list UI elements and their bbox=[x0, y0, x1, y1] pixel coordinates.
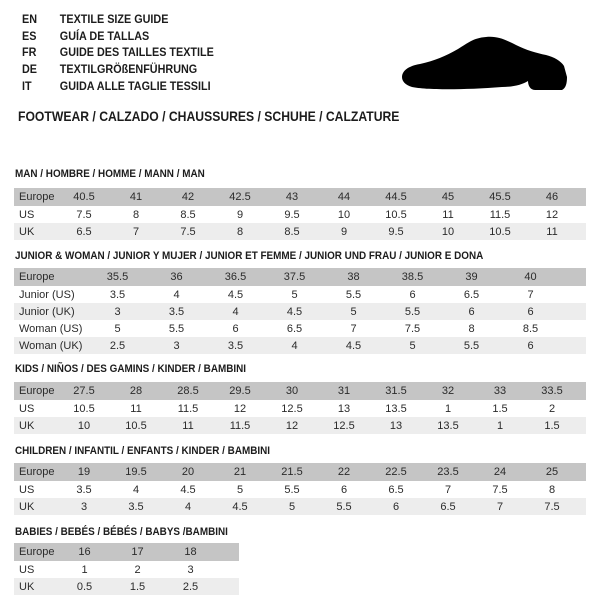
size-cell: 5 bbox=[266, 498, 318, 515]
language-item bbox=[22, 28, 214, 45]
size-cell: 32 bbox=[422, 382, 474, 400]
language-title: TEXTILGRÖßENFÜHRUNG bbox=[59, 62, 198, 77]
row-label: US bbox=[19, 208, 35, 221]
size-cell: 4.5 bbox=[265, 303, 324, 320]
size-cell: 6 bbox=[442, 303, 501, 320]
row-label: US bbox=[19, 563, 35, 576]
language-code: FR bbox=[22, 45, 37, 60]
size-cell: 46 bbox=[526, 188, 578, 206]
language-code: DE bbox=[22, 62, 38, 77]
size-table-junior-woman bbox=[14, 268, 586, 354]
spacer-cell bbox=[578, 498, 586, 515]
category-title: FOOTWEAR / CALZADO / CHAUSSURES / SCHUHE / CALZATURE bbox=[18, 108, 400, 124]
section-title-babies: BABIES / BEBÉS / BÉBÉS / BABYS /BAMBINI bbox=[15, 526, 228, 538]
row-label: UK bbox=[14, 223, 58, 240]
size-row bbox=[14, 286, 586, 303]
size-cell: 4.5 bbox=[180, 483, 196, 496]
size-cell: 13.5 bbox=[385, 402, 407, 415]
size-cell: 9 bbox=[318, 223, 370, 240]
size-cell: 2 bbox=[134, 563, 141, 576]
spacer-cell bbox=[560, 320, 586, 337]
row-label: UK bbox=[14, 578, 58, 595]
size-cell: 4.5 bbox=[214, 498, 266, 515]
size-cell: 8 bbox=[468, 322, 475, 335]
size-cell: 22.5 bbox=[370, 463, 422, 481]
size-cell: 31.5 bbox=[370, 382, 422, 400]
size-cell: 43 bbox=[266, 188, 318, 206]
row-label: US bbox=[19, 402, 35, 415]
size-cell: 3 bbox=[187, 563, 194, 576]
size-cell: 7.5 bbox=[76, 208, 92, 221]
size-cell: 45 bbox=[422, 188, 474, 206]
row-label: UK bbox=[14, 498, 58, 515]
size-cell: 12 bbox=[233, 402, 247, 415]
spacer-cell bbox=[560, 268, 586, 286]
language-title: GUIDA ALLE TAGLIE TESSILI bbox=[59, 78, 211, 93]
size-cell: 8 bbox=[214, 223, 266, 240]
size-cell: 4 bbox=[173, 288, 180, 301]
size-cell: 44 bbox=[318, 188, 370, 206]
size-cell: 37.5 bbox=[265, 268, 324, 286]
size-cell: 19.5 bbox=[110, 463, 162, 481]
size-cell: 3 bbox=[147, 337, 206, 354]
size-cell: 5.5 bbox=[318, 498, 370, 515]
size-cell: 8.5 bbox=[180, 208, 196, 221]
spacer-cell bbox=[217, 543, 239, 561]
size-cell: 10.5 bbox=[385, 208, 407, 221]
size-cell: 17 bbox=[111, 543, 164, 561]
size-row bbox=[14, 320, 586, 337]
size-cell: 3.5 bbox=[206, 337, 265, 354]
size-scale-header-row bbox=[14, 268, 586, 286]
size-cell: 5 bbox=[291, 288, 298, 301]
size-cell: 1.5 bbox=[492, 402, 508, 415]
size-table-babies bbox=[14, 543, 239, 595]
size-row bbox=[14, 498, 586, 515]
size-cell: 38 bbox=[324, 268, 383, 286]
size-cell: 28.5 bbox=[162, 382, 214, 400]
spacer-cell bbox=[560, 286, 586, 303]
size-scale-header-row bbox=[14, 543, 239, 561]
size-cell: 6.5 bbox=[463, 288, 480, 301]
size-cell: 2.5 bbox=[164, 578, 217, 595]
row-label: Junior (UK) bbox=[14, 303, 88, 320]
language-item bbox=[22, 61, 214, 78]
size-scale-header-row bbox=[14, 463, 586, 481]
size-cell: 3 bbox=[88, 303, 147, 320]
section-title-children: CHILDREN / INFANTIL / ENFANTS / KINDER / BAMBINI bbox=[15, 445, 271, 457]
size-cell: 36 bbox=[147, 268, 206, 286]
row-label: Europe bbox=[14, 382, 58, 400]
size-cell: 11 bbox=[526, 223, 578, 240]
size-cell: 3 bbox=[58, 498, 110, 515]
spacer-cell bbox=[578, 188, 586, 206]
size-cell: 30 bbox=[266, 382, 318, 400]
size-cell: 6.5 bbox=[422, 498, 474, 515]
size-cell: 6.5 bbox=[286, 322, 303, 335]
spacer-cell bbox=[217, 578, 239, 595]
section-title-junior-woman: JUNIOR & WOMAN / JUNIOR Y MUJER / JUNIOR ET FEMME / JUNIOR UND FRAU / JUNIOR E DONA bbox=[15, 250, 484, 262]
size-cell: 4 bbox=[162, 498, 214, 515]
size-row bbox=[14, 223, 586, 240]
size-cell: 6 bbox=[409, 288, 416, 301]
size-row bbox=[14, 400, 586, 417]
size-cell: 33.5 bbox=[526, 382, 578, 400]
size-cell: 21.5 bbox=[266, 463, 318, 481]
size-cell: 18 bbox=[164, 543, 217, 561]
size-cell: 9.5 bbox=[370, 223, 422, 240]
size-cell: 6 bbox=[340, 483, 348, 496]
size-table-children bbox=[14, 463, 586, 515]
size-cell: 40.5 bbox=[58, 188, 110, 206]
spacer-cell bbox=[578, 223, 586, 240]
language-item bbox=[22, 44, 214, 61]
size-cell: 4 bbox=[265, 337, 324, 354]
size-row bbox=[14, 303, 586, 320]
size-table-kids bbox=[14, 382, 586, 434]
size-cell: 1 bbox=[81, 563, 88, 576]
size-cell: 10.5 bbox=[110, 417, 162, 434]
size-cell: 3.5 bbox=[76, 483, 92, 496]
size-cell: 10 bbox=[58, 417, 110, 434]
size-cell: 31 bbox=[318, 382, 370, 400]
size-cell: 23.5 bbox=[422, 463, 474, 481]
size-cell: 7 bbox=[350, 322, 357, 335]
size-cell: 7 bbox=[474, 498, 526, 515]
size-scale-header-row bbox=[14, 382, 586, 400]
size-cell: 5.5 bbox=[442, 337, 501, 354]
spacer-cell bbox=[578, 417, 586, 434]
size-cell: 1 bbox=[444, 402, 452, 415]
size-cell: 5.5 bbox=[345, 288, 362, 301]
size-cell: 7.5 bbox=[526, 498, 578, 515]
size-cell: 9 bbox=[236, 208, 244, 221]
size-cell: 6 bbox=[501, 337, 560, 354]
size-row bbox=[14, 337, 586, 354]
size-cell: 10 bbox=[422, 223, 474, 240]
size-cell: 2.5 bbox=[88, 337, 147, 354]
size-row bbox=[14, 578, 239, 595]
size-cell: 29.5 bbox=[214, 382, 266, 400]
size-cell: 5.5 bbox=[168, 322, 185, 335]
size-cell: 4.5 bbox=[324, 337, 383, 354]
row-label: Junior (US) bbox=[19, 288, 75, 301]
size-cell: 7.5 bbox=[492, 483, 508, 496]
size-cell: 4.5 bbox=[227, 288, 244, 301]
size-cell: 8.5 bbox=[266, 223, 318, 240]
size-row bbox=[14, 481, 586, 498]
size-cell: 39 bbox=[442, 268, 501, 286]
size-cell: 12 bbox=[545, 208, 559, 221]
spacer-cell bbox=[578, 206, 586, 223]
row-label: UK bbox=[14, 417, 58, 434]
size-cell: 10.5 bbox=[474, 223, 526, 240]
size-cell: 13 bbox=[370, 417, 422, 434]
size-cell: 13.5 bbox=[422, 417, 474, 434]
size-cell: 45.5 bbox=[474, 188, 526, 206]
size-cell: 5 bbox=[114, 322, 121, 335]
size-cell: 7 bbox=[444, 483, 452, 496]
language-code: EN bbox=[22, 12, 38, 26]
size-cell: 22 bbox=[318, 463, 370, 481]
size-cell: 11 bbox=[130, 402, 142, 415]
spacer-cell bbox=[217, 561, 239, 578]
spacer-cell bbox=[578, 382, 586, 400]
size-cell: 5 bbox=[324, 303, 383, 320]
spacer-cell bbox=[560, 303, 586, 320]
spacer-cell bbox=[578, 400, 586, 417]
size-cell: 16 bbox=[58, 543, 111, 561]
row-label: Europe bbox=[14, 268, 88, 286]
size-cell: 4 bbox=[206, 303, 265, 320]
size-cell: 5 bbox=[383, 337, 442, 354]
language-list bbox=[22, 11, 235, 95]
size-cell: 11.5 bbox=[214, 417, 266, 434]
size-cell: 2 bbox=[548, 402, 556, 415]
language-item bbox=[22, 11, 214, 28]
size-cell: 3.5 bbox=[109, 288, 126, 301]
size-cell: 6 bbox=[501, 303, 560, 320]
language-code: IT bbox=[22, 78, 32, 93]
size-cell: 10 bbox=[337, 208, 351, 221]
size-scale-header-row bbox=[14, 188, 586, 206]
size-cell: 13 bbox=[337, 402, 351, 415]
size-cell: 11.5 bbox=[177, 402, 199, 415]
size-cell: 12.5 bbox=[281, 402, 303, 415]
size-cell: 5.5 bbox=[383, 303, 442, 320]
language-title: GUÍA DE TALLAS bbox=[59, 28, 150, 43]
size-cell: 35.5 bbox=[88, 268, 147, 286]
size-cell: 27.5 bbox=[58, 382, 110, 400]
language-item bbox=[22, 78, 214, 95]
size-cell: 5 bbox=[236, 483, 244, 496]
section-title-man: MAN / HOMBRE / HOMME / MANN / MAN bbox=[15, 168, 205, 180]
size-cell: 7 bbox=[110, 223, 162, 240]
row-label: Woman (US) bbox=[19, 322, 83, 335]
spacer-cell bbox=[560, 337, 586, 354]
size-row bbox=[14, 417, 586, 434]
size-cell: 42 bbox=[162, 188, 214, 206]
spacer-cell bbox=[578, 463, 586, 481]
shoe-icon bbox=[398, 33, 572, 95]
size-cell: 11 bbox=[162, 417, 214, 434]
size-cell: 7 bbox=[527, 288, 534, 301]
size-cell: 11.5 bbox=[489, 208, 511, 221]
size-cell: 6 bbox=[370, 498, 422, 515]
row-label: Europe bbox=[14, 463, 58, 481]
size-cell: 6.5 bbox=[388, 483, 404, 496]
size-cell: 3.5 bbox=[110, 498, 162, 515]
size-cell: 10.5 bbox=[73, 402, 95, 415]
size-cell: 41 bbox=[110, 188, 162, 206]
size-cell: 36.5 bbox=[206, 268, 265, 286]
spacer-cell bbox=[578, 481, 586, 498]
size-cell: 21 bbox=[214, 463, 266, 481]
size-cell: 6.5 bbox=[58, 223, 110, 240]
size-cell: 1 bbox=[474, 417, 526, 434]
size-cell: 38.5 bbox=[383, 268, 442, 286]
size-cell: 3.5 bbox=[147, 303, 206, 320]
row-label: Woman (UK) bbox=[14, 337, 88, 354]
size-cell: 40 bbox=[501, 268, 560, 286]
size-cell: 6 bbox=[232, 322, 239, 335]
size-table-man bbox=[14, 188, 586, 240]
size-cell: 7.5 bbox=[404, 322, 421, 335]
size-cell: 12.5 bbox=[318, 417, 370, 434]
language-title: TEXTILE SIZE GUIDE bbox=[59, 12, 169, 26]
size-cell: 24 bbox=[474, 463, 526, 481]
section-title-kids: KIDS / NIÑOS / DES GAMINS / KINDER / BAMBINI bbox=[15, 363, 247, 375]
size-cell: 19 bbox=[58, 463, 110, 481]
row-label: Europe bbox=[14, 543, 58, 561]
language-code: ES bbox=[22, 28, 37, 43]
size-cell: 33 bbox=[474, 382, 526, 400]
size-cell: 42.5 bbox=[214, 188, 266, 206]
size-cell: 8 bbox=[548, 483, 556, 496]
size-cell: 28 bbox=[110, 382, 162, 400]
size-cell: 11 bbox=[442, 208, 454, 221]
size-cell: 20 bbox=[162, 463, 214, 481]
size-cell: 8.5 bbox=[522, 322, 539, 335]
size-cell: 4 bbox=[132, 483, 140, 496]
size-cell: 9.5 bbox=[284, 208, 300, 221]
size-cell: 8 bbox=[132, 208, 140, 221]
size-cell: 7.5 bbox=[162, 223, 214, 240]
size-cell: 0.5 bbox=[58, 578, 111, 595]
size-row bbox=[14, 561, 239, 578]
language-title: GUIDE DES TAILLES TEXTILE bbox=[59, 45, 214, 60]
size-cell: 1.5 bbox=[526, 417, 578, 434]
size-cell: 44.5 bbox=[370, 188, 422, 206]
size-cell: 1.5 bbox=[111, 578, 164, 595]
size-cell: 25 bbox=[526, 463, 578, 481]
size-cell: 5.5 bbox=[284, 483, 300, 496]
row-label: Europe bbox=[14, 188, 58, 206]
size-cell: 12 bbox=[266, 417, 318, 434]
row-label: US bbox=[19, 483, 35, 496]
size-row bbox=[14, 206, 586, 223]
